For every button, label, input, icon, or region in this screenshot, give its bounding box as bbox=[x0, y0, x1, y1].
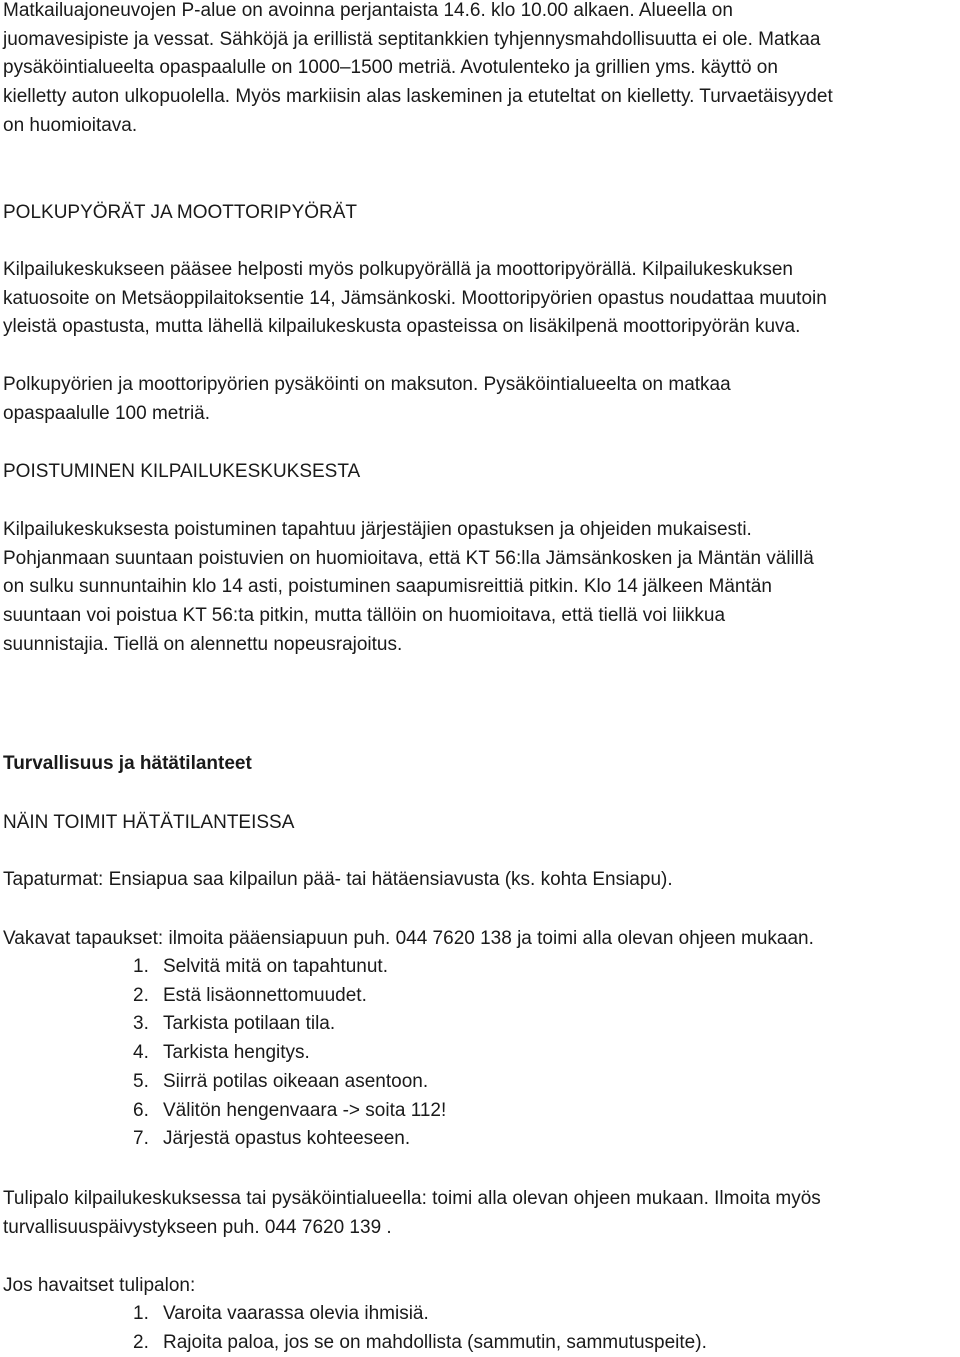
bikes-paragraph-2 bbox=[3, 371, 731, 428]
bikes-line: Kilpailukeskukseen pääsee helposti myös polkupyörällä ja moottoripyörällä. Kilpailukeskuksen bbox=[3, 259, 793, 280]
safety-title: Turvallisuus ja hätätilanteet bbox=[3, 753, 252, 774]
list-item: 3. Tarkista potilaan tila. bbox=[133, 1013, 336, 1035]
bikes-paragraph-1 bbox=[3, 256, 827, 342]
intro-line: on huomioitava. bbox=[3, 114, 138, 136]
accidents-text: Tapaturmat: Ensiapua saa kilpailun pää- tai hätäensiavusta (ks. kohta Ensiapu). bbox=[3, 869, 673, 890]
fire-paragraph bbox=[3, 1185, 821, 1242]
list-item: 4. Tarkista hengitys. bbox=[133, 1042, 310, 1064]
list-item: 5. Siirrä potilas oikeaan asentoon. bbox=[133, 1070, 429, 1092]
exit-heading: POISTUMINEN KILPAILUKESKUKSESTA bbox=[3, 461, 361, 482]
bikes-line: opaspaalulle 100 metriä. bbox=[3, 402, 211, 424]
list-item: 7. Järjestä opastus kohteeseen. bbox=[133, 1128, 411, 1150]
bikes-line: Polkupyörien ja moottoripyörien pysäköinti on maksuton. Pysäköintialueelta on matkaa bbox=[3, 374, 731, 395]
intro-line: pysäköintialueelta opaspaalulle on 1000–1500 metriä. Avotulenteko ja grillien yms. käyttö on bbox=[3, 57, 778, 79]
intro-paragraph bbox=[3, 0, 833, 141]
bikes-heading: POLKUPYÖRÄT JA MOOTTORIPYÖRÄT bbox=[3, 202, 358, 223]
exit-line: on sulku sunnuntaihin klo 14 asti, poistuminen saapumisreittiä pitkin. Klo 14 jälkeen Mäntän bbox=[3, 576, 772, 598]
bikes-line: yleistä opastusta, mutta lähellä kilpailukeskusta opasteissa on lisäkilpenä moottoripyörän kuva. bbox=[3, 316, 801, 338]
intro-line: kielletty auton ulkopuolella. Myös markiisin alas laskeminen ja etuteltat on kielletty. Turvaetäisyydet bbox=[3, 86, 833, 108]
list-item: 6. Välitön hengenvaara -> soita 112! bbox=[133, 1099, 447, 1121]
intro-line: Matkailuajoneuvojen P-alue on avoinna perjantaista 14.6. klo 10.00 alkaen. Alueella on bbox=[3, 0, 733, 21]
serious-cases-text: Vakavat tapaukset: ilmoita pääensiapuun puh. 044 7620 138 ja toimi alla olevan ohjeen mukaan. bbox=[3, 928, 814, 949]
exit-line: Pohjanmaan suuntaan poistuvien on huomioitava, että KT 56:lla Jämsänkosken ja Mäntän välillä bbox=[3, 547, 814, 569]
list-item: 1. Selvitä mitä on tapahtunut. bbox=[133, 956, 388, 977]
fire-line: Tulipalo kilpailukeskuksessa tai pysäköintialueella: toimi alla olevan ohjeen mukaan. Ilmoita myös bbox=[3, 1188, 821, 1209]
safety-subheading: NÄIN TOIMIT HÄTÄTILANTEISSA bbox=[3, 812, 295, 833]
intro-line: juomavesipiste ja vessat. Sähköjä ja erillistä septitankkien tyhjennysmahdollisuutta ei ole. Matkaa bbox=[3, 28, 821, 50]
list-item: 2. Estä lisäonnettomuudet. bbox=[133, 984, 367, 1006]
exit-line: suunnistajia. Tiellä on alennettu nopeusrajoitus. bbox=[3, 633, 403, 655]
fire-line: turvallisuuspäivystykseen puh. 044 7620 139 . bbox=[3, 1216, 392, 1238]
bikes-line: katuosoite on Metsäoppilaitoksentie 14, Jämsänkoski. Moottoripyörien opastus noudattaa muutoin bbox=[3, 287, 827, 309]
list-item: 1. Varoita vaarassa olevia ihmisiä. bbox=[133, 1303, 429, 1324]
exit-line: Kilpailukeskuksesta poistuminen tapahtuu järjestäjien opastuksen ja ohjeiden mukaisesti. bbox=[3, 519, 752, 540]
exit-paragraph bbox=[3, 516, 814, 660]
exit-line: suuntaan voi poistua KT 56:ta pitkin, mutta tällöin on huomioitava, että tiellä voi liikkua bbox=[3, 605, 726, 627]
list-item: 2. Rajoita paloa, jos se on mahdollista (sammutin, sammutuspeite). bbox=[133, 1331, 707, 1353]
serious-steps-list bbox=[3, 953, 446, 1154]
fire-steps-list bbox=[3, 1300, 707, 1357]
fire-intro: Jos havaitset tulipalon: bbox=[3, 1275, 196, 1296]
